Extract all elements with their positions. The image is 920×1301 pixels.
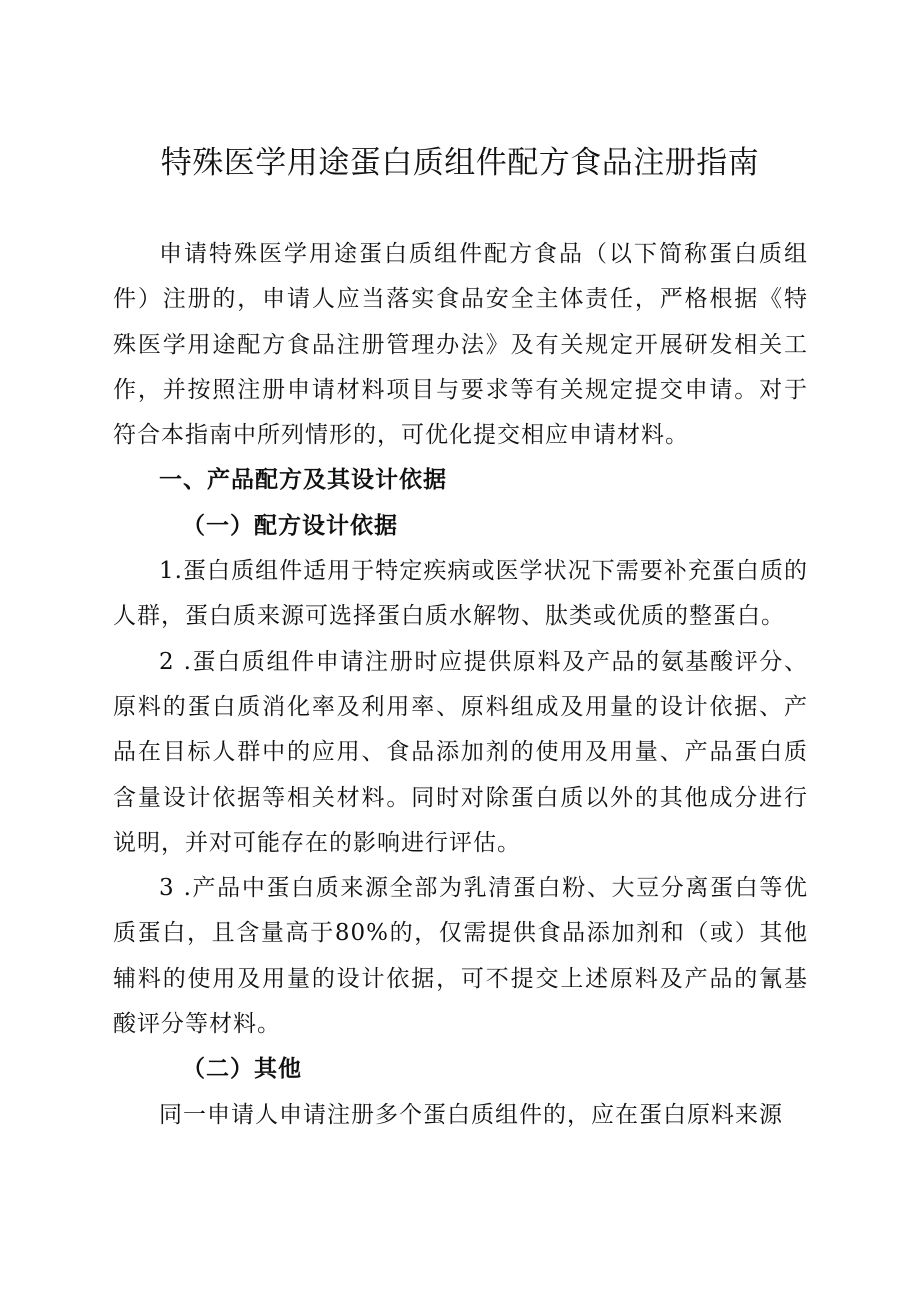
subsection-heading-2: （二）其他 xyxy=(182,1056,302,1083)
section-heading-1: 一、产品配方及其设计依据 xyxy=(159,467,447,494)
item-paragraph-1: 1.蛋白质组件适用于特定疾病或医学状况下需要补充蛋白质的人群，蛋白质来源可选择蛋白质水解物、肽类或优质的整蛋白。 xyxy=(113,558,808,630)
item-paragraph-4: 同一申请人申请注册多个蛋白质组件的，应在蛋白原料来源 xyxy=(159,1101,783,1128)
subsection-heading-1: （一）配方设计依据 xyxy=(182,512,398,539)
item-paragraph-2: 2 .蛋白质组件申请注册时应提供原料及产品的氨基酸评分、原料的蛋白质消化率及利用率、原料组成及用量的设计依据、产品在目标人群中的应用、食品添加剂的使用及用量、产品蛋白质含量设计依据等相关材料。同时对除蛋白质以外的其他成分进行说明，并对可能存在的影响进行评估。 xyxy=(113,648,808,856)
document-title: 特殊医学用途蛋白质组件配方食品注册指南 xyxy=(160,145,760,181)
item-paragraph-3: 3 .产品中蛋白质来源全部为乳清蛋白粉、大豆分离蛋白等优质蛋白，且含量高于80%的，仅需提供食品添加剂和（或）其他辅料的使用及用量的设计依据，可不提交上述原料及产品的氰基酸评分等材料。 xyxy=(113,875,808,1038)
document-body xyxy=(113,232,808,1138)
intro-paragraph: 申请特殊医学用途蛋白质组件配方食品（以下简称蛋白质组件）注册的，申请人应当落实食品安全主体责任，严格根据《特殊医学用途配方食品注册管理办法》及有关规定开展研发相关工作，并按照注册申请材料项目与要求等有关规定提交申请。对于符合本指南中所列情形的，可优化提交相应申请材料。 xyxy=(113,241,808,449)
